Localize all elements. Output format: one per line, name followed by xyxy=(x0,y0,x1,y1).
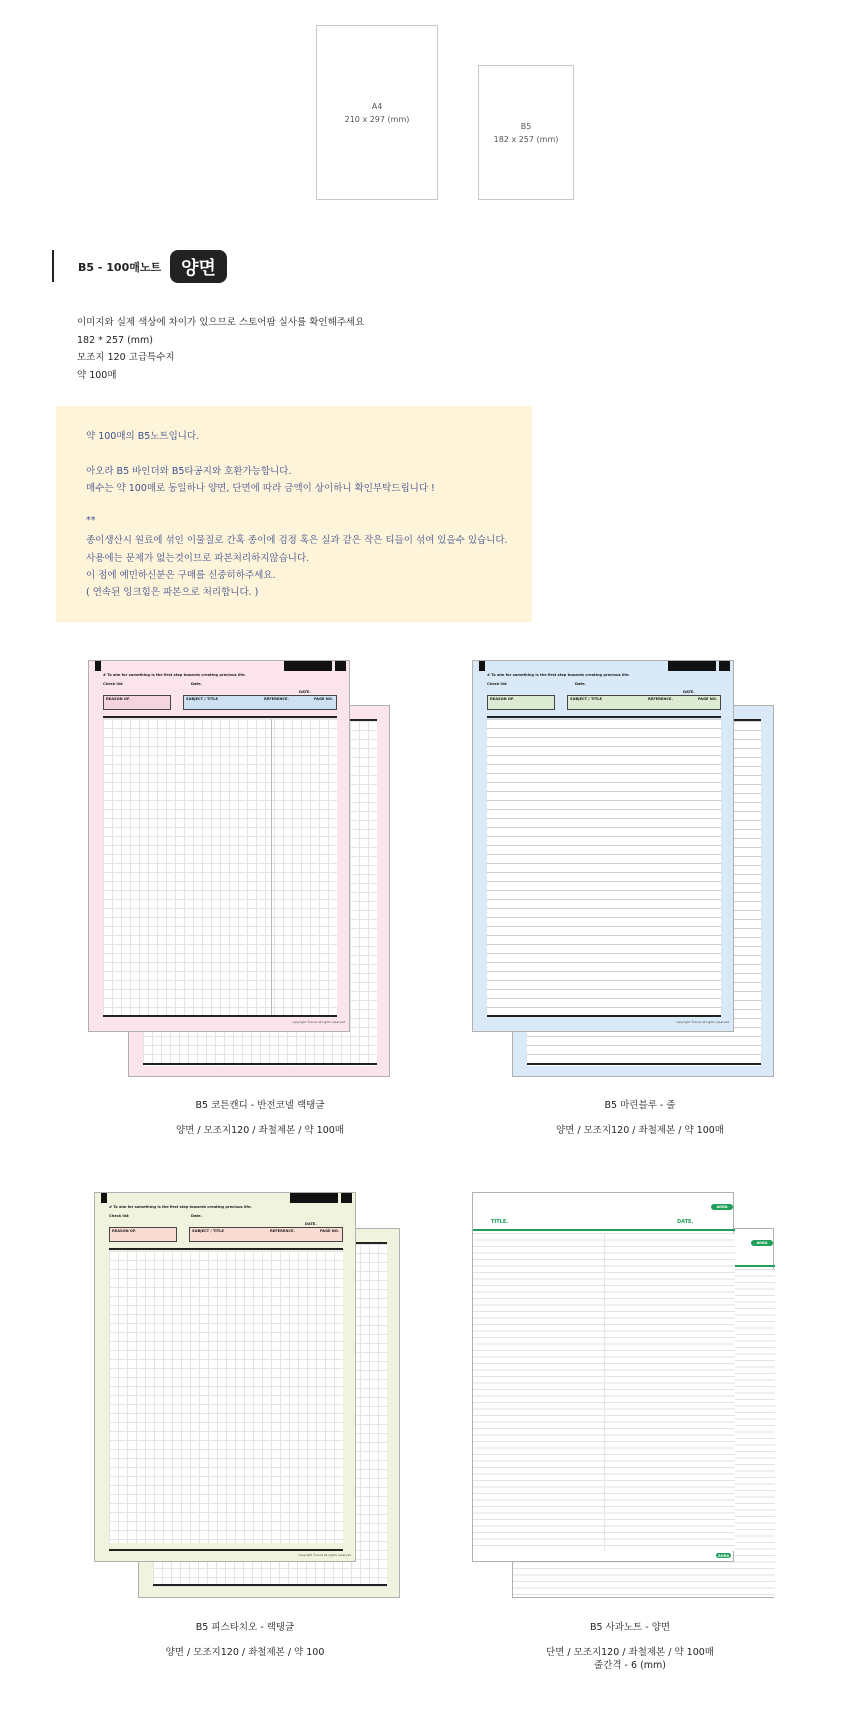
header-block xyxy=(341,1193,352,1203)
rule-line xyxy=(103,716,337,718)
date-label: DATE. xyxy=(683,690,695,694)
notice-line: 이 점에 예민하신분은 구매를 신중히하주세요. xyxy=(86,570,276,581)
copyright-text: copyright ©aora all rights reserved xyxy=(292,1020,346,1024)
b5-size-box xyxy=(478,65,574,200)
a4-label: A4 xyxy=(371,101,383,111)
b5-dims: 182 x 257 (mm) xyxy=(493,134,559,144)
note-front-sheet xyxy=(88,660,350,1032)
header-block xyxy=(335,661,346,671)
checklist-label: Check list xyxy=(109,1214,129,1218)
lined-area xyxy=(487,719,721,1015)
rule-line xyxy=(103,1015,337,1017)
notice-line: 아오라 B5 바인더와 B5타공지와 호환가능합니다. xyxy=(86,466,292,477)
reason-field[interactable] xyxy=(109,1227,177,1242)
duplex-badge: 양면 xyxy=(170,250,227,283)
product-name: B5 마린블루 - 줄 xyxy=(604,1100,676,1111)
spec-paper: 모조지 120 고급특수지 xyxy=(77,352,175,363)
slogan-text: # To aim for something is the first step towards creating precious life. xyxy=(103,673,246,677)
a4-size-box xyxy=(316,25,438,200)
header-block xyxy=(284,661,332,671)
binding-mark xyxy=(479,661,485,671)
rule-line xyxy=(527,1063,761,1065)
product-name: B5 사과노트 - 양면 xyxy=(589,1622,671,1633)
page-label: PAGE NO. xyxy=(314,697,334,701)
notice-line: ( 연속된 잉크힘은 파본으로 처리합니다. ) xyxy=(86,587,259,598)
green-rule xyxy=(473,1229,735,1231)
section-title: B5 - 100매노트 xyxy=(78,261,162,274)
reason-label: REASON OF. xyxy=(490,697,515,701)
note-front-sheet xyxy=(472,1192,734,1562)
rule-line xyxy=(109,1248,343,1250)
header-block xyxy=(290,1193,338,1203)
binding-mark xyxy=(101,1193,107,1203)
notice-box xyxy=(56,406,532,622)
product-detail: 양면 / 모조지120 / 좌철제본 / 약 100매 xyxy=(556,1125,724,1136)
notice-line: ** xyxy=(86,515,96,526)
rule-line xyxy=(487,1015,721,1017)
line-spacing-note: 줄간격 - 6 (mm) xyxy=(594,1660,666,1671)
copyright-text: copyright ©aora all rights reserved xyxy=(298,1553,352,1557)
product-name: B5 피스타치오 - 랙탱글 xyxy=(195,1622,295,1633)
spec-size: 182 * 257 (mm) xyxy=(77,334,153,346)
slogan-text: # To aim for something is the first step towards creating precious life. xyxy=(109,1205,252,1209)
note-front-sheet xyxy=(94,1192,356,1562)
rule-line xyxy=(109,1549,343,1551)
section-bar xyxy=(52,250,54,282)
notice-line: 사용에는 문제가 없는것이므로 파본처리하지않습니다. xyxy=(86,553,310,564)
date-small-label: Date. xyxy=(191,1214,202,1218)
date-label: DATE. xyxy=(677,1219,694,1225)
notice-line: 매수는 약 100매로 동일하나 양면, 단면에 따라 금액이 상이하니 확인부탁드립니다 ! xyxy=(86,483,435,494)
date-small-label: Date. xyxy=(575,682,586,686)
reason-label: REASON OF. xyxy=(106,697,131,701)
brand-pill-small: AORA xyxy=(717,1553,730,1558)
page-label: PAGE NO. xyxy=(320,1229,340,1233)
slogan-text: # To aim for something is the first step towards creating precious life. xyxy=(487,673,630,677)
brand-pill: AORA xyxy=(751,1240,773,1246)
date-label: DATE. xyxy=(305,1222,317,1226)
binding-mark xyxy=(95,661,101,671)
b5-label: B5 xyxy=(520,121,532,131)
copyright-text: copyright ©aora all rights reserved xyxy=(676,1020,730,1024)
product-detail: 양면 / 모조지120 / 좌철제본 / 약 100 xyxy=(165,1647,325,1658)
notice-line: 종이생산시 원료에 섞인 이물질로 간혹 종이에 검정 혹은 실과 같은 작은 티들이 섞여 있을수 있습니다. xyxy=(86,535,508,546)
date-small-label: Date. xyxy=(191,682,202,686)
page-label: PAGE NO. xyxy=(698,697,718,701)
brand-pill: AORA xyxy=(711,1204,733,1210)
subject-label: SUBJECT / TITLE xyxy=(192,1229,224,1233)
column-divider xyxy=(271,719,272,1015)
rule-line xyxy=(487,716,721,718)
subject-field[interactable] xyxy=(183,695,337,710)
header-block xyxy=(719,661,730,671)
note-front-sheet xyxy=(472,660,734,1032)
subject-field[interactable] xyxy=(189,1227,343,1242)
subject-label: SUBJECT / TITLE xyxy=(186,697,218,701)
rule-line xyxy=(153,1584,387,1586)
spec-count: 약 100매 xyxy=(77,369,117,381)
notice-line: 약 100매의 B5노트입니다. xyxy=(86,431,200,442)
date-label: DATE. xyxy=(299,690,311,694)
rule-line xyxy=(143,1063,377,1065)
column-divider xyxy=(604,1233,605,1551)
a4-dims: 210 x 297 (mm) xyxy=(344,114,410,124)
subject-label: SUBJECT / TITLE xyxy=(570,697,602,701)
spec-color-note: 이미지와 실제 색상에 차이가 있으므로 스토어팜 실사를 확인해주세요 xyxy=(77,317,365,328)
product-name: B5 코튼캔디 - 반전코넬 랙탱글 xyxy=(195,1100,325,1111)
reason-label: REASON OF. xyxy=(112,1229,137,1233)
reason-field[interactable] xyxy=(487,695,555,710)
checklist-label: Check list xyxy=(103,682,123,686)
reference-label: REFERENCE. xyxy=(648,697,673,701)
subject-field[interactable] xyxy=(567,695,721,710)
checklist-label: Check list xyxy=(487,682,507,686)
header-block xyxy=(668,661,716,671)
product-detail: 단면 / 모조지120 / 좌철제본 / 약 100매 xyxy=(546,1647,714,1658)
reference-label: REFERENCE. xyxy=(264,697,289,701)
title-label: TITLE. xyxy=(491,1219,509,1225)
grid-area xyxy=(103,719,337,1015)
spec-list xyxy=(77,314,364,384)
product-detail: 양면 / 모조지120 / 좌철제본 / 약 100매 xyxy=(176,1125,344,1136)
reference-label: REFERENCE. xyxy=(270,1229,295,1233)
reason-field[interactable] xyxy=(103,695,171,710)
grid-area xyxy=(109,1251,343,1543)
